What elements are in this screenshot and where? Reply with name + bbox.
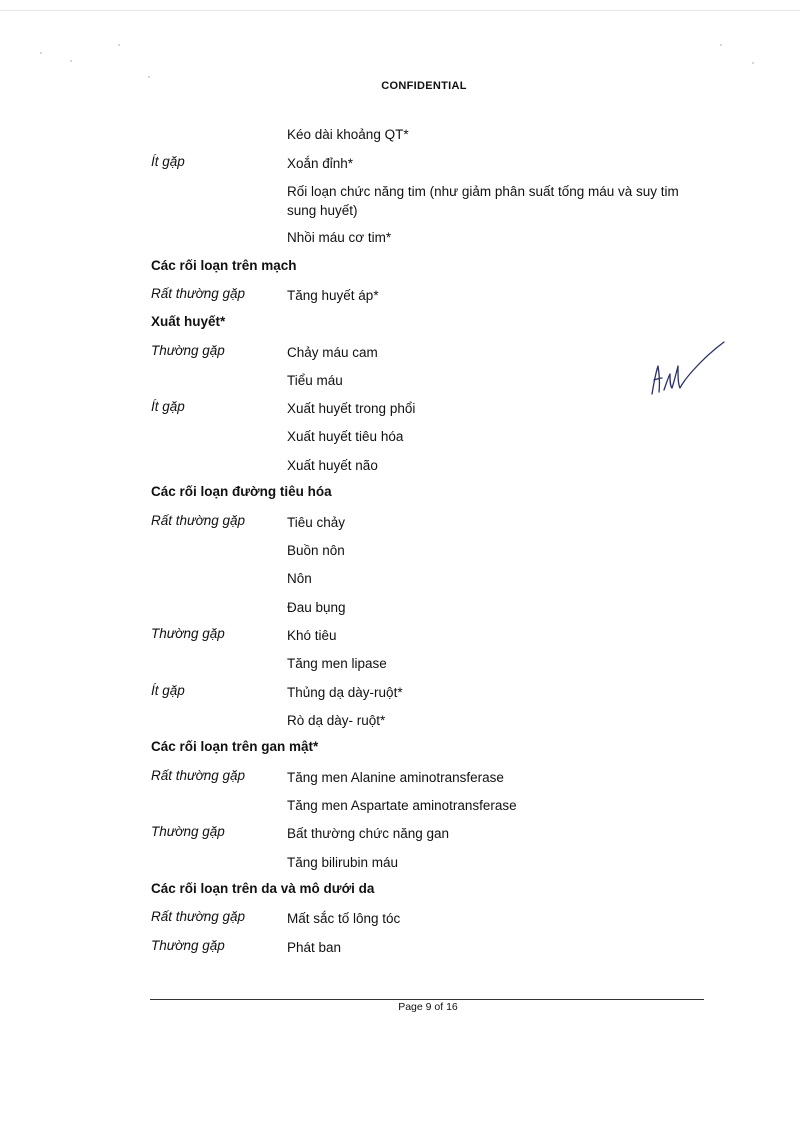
scan-speck [70, 60, 72, 62]
frequency-label: Thường gặp [151, 343, 225, 358]
adverse-reaction-term: Đau bụng [287, 600, 346, 615]
adverse-reaction-term: Tăng men lipase [287, 656, 387, 671]
adverse-reaction-term: Nhồi máu cơ tim* [287, 230, 392, 245]
adverse-reaction-term: Tiêu chảy [287, 515, 346, 530]
adverse-reaction-term: Chảy máu cam [287, 345, 378, 360]
scan-top-edge [0, 10, 800, 11]
adverse-reaction-term: Tăng men Alanine aminotransferase [287, 770, 504, 785]
frequency-label: Rất thường gặp [151, 909, 246, 924]
frequency-label: Rất thường gặp [151, 513, 246, 528]
scan-speck [720, 44, 722, 46]
section-heading: Các rối loạn đường tiêu hóa [151, 484, 332, 499]
adverse-reaction-term: Khó tiêu [287, 628, 337, 643]
adverse-reaction-term: Xuất huyết não [287, 458, 378, 473]
frequency-label: Thường gặp [151, 626, 225, 641]
footer-rule [150, 999, 704, 1000]
adverse-reaction-term: Tăng men Aspartate aminotransferase [287, 798, 517, 813]
adverse-reaction-term: Buồn nôn [287, 543, 345, 558]
frequency-label: Rất thường gặp [151, 286, 246, 301]
adverse-reaction-term: Tăng bilirubin máu [287, 855, 399, 870]
frequency-label: Rất thường gặp [151, 768, 246, 783]
section-heading: Các rối loạn trên gan mật* [151, 739, 319, 754]
adverse-reaction-term: Tiểu máu [287, 373, 343, 388]
scan-speck [752, 62, 754, 64]
adverse-reaction-term: Nôn [287, 571, 312, 586]
section-heading: Các rối loạn trên mạch [151, 258, 297, 273]
page-number: Page 9 of 16 [398, 1001, 458, 1013]
adverse-reaction-term: Kéo dài khoảng QT* [287, 127, 409, 142]
adverse-reaction-term: Tăng huyết áp* [287, 288, 379, 303]
section-heading: Các rối loạn trên da và mô dưới da [151, 881, 375, 896]
scan-speck [40, 52, 42, 54]
scan-speck [118, 44, 120, 46]
confidential-header: CONFIDENTIAL [381, 80, 467, 92]
frequency-label: Thường gặp [151, 938, 225, 953]
frequency-label: Ít gặp [151, 683, 185, 698]
frequency-label: Ít gặp [151, 154, 185, 169]
handwritten-signature [648, 338, 728, 400]
adverse-reaction-term: Rò dạ dày- ruột* [287, 713, 386, 728]
adverse-reaction-term: Thủng dạ dày-ruột* [287, 685, 403, 700]
frequency-label: Ít gặp [151, 399, 185, 414]
adverse-reaction-term: Xuất huyết tiêu hóa [287, 429, 404, 444]
adverse-reaction-term: Xoắn đỉnh* [287, 156, 354, 171]
section-heading: Xuất huyết* [151, 314, 226, 329]
adverse-reaction-term: Phát ban [287, 940, 342, 955]
frequency-label: Thường gặp [151, 824, 225, 839]
adverse-reaction-term: Xuất huyết trong phổi [287, 401, 416, 416]
scan-speck [148, 76, 150, 78]
adverse-reaction-term: Bất thường chức năng gan [287, 826, 450, 841]
adverse-reaction-term: Mất sắc tố lông tóc [287, 911, 401, 926]
adverse-reaction-term: Rối loạn chức năng tim (như giảm phân suất tống máu và suy tim sung huyết) [287, 184, 679, 218]
